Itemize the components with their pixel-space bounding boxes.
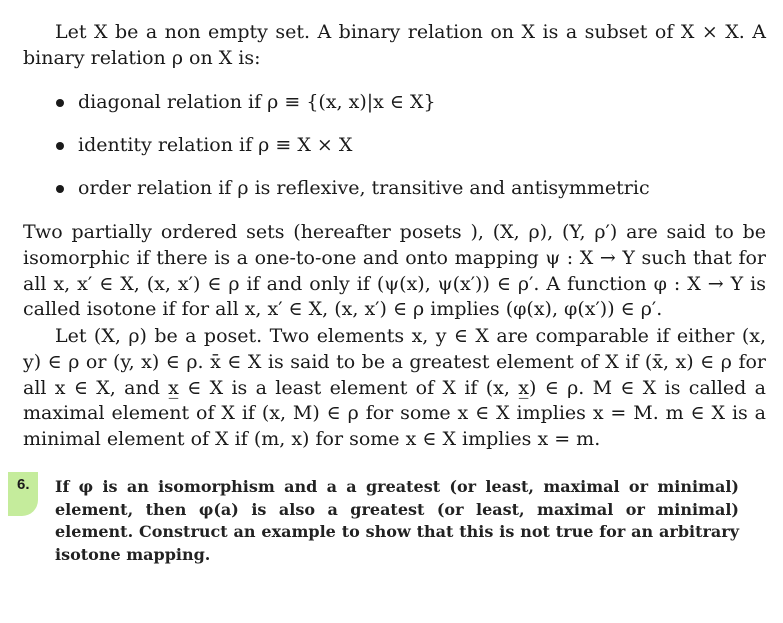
elements-paragraph: Let (X, ρ) be a poset. Two elements x, y ∈ X are comparable if either (x, y) ∈ ρ or (y, x) ∈ ρ. x̄ ∈ X is said to be a greatest element of X if (x̄, x) ∈ ρ for all x ∈ X, and x̲ ∈ X is a least element of X if (x, x̲) ∈ ρ. M ∈ X is called a maximal element of X if (x, M) ∈ ρ for some x ∈ X implies x = M. m ∈ X is a minimal element of X if (m, x) for some x ∈ X implies x = m. (23, 325, 766, 451)
list-item: diagonal relation if ρ ≡ {(x, x)|x ∈ X} (56, 90, 650, 133)
list-item: identity relation if ρ ≡ X × X (56, 133, 650, 176)
relation-definitions-list (56, 90, 650, 219)
posets-paragraph: Two partially ordered sets (hereafter posets ), (X, ρ), (Y, ρ′) are said to be isomorphic if there is a one-to-one and onto mapping ψ : X → Y such that for all x, x′ ∈ X, (x, x′) ∈ ρ if and only if (ψ(x), ψ(x′)) ∈ ρ′. A function φ : X → Y is called isotone if for all x, x′ ∈ X, (x, x′) ∈ ρ implies (φ(x), φ(x′)) ∈ ρ′. (23, 221, 766, 321)
exercise-text: If φ is an isomorphism and a a greatest (or least, maximal or minimal) element, then φ(a) is also a greatest (or least, maximal or minimal) element. Construct an example to show that this is not true for an arbitrary isotone mapping. (55, 477, 739, 564)
exercise-number: 6. (17, 476, 30, 493)
intro-paragraph: Let X be a non empty set. A binary relation on X is a subset of X × X. A binary relation ρ on X is: (23, 21, 766, 69)
list-item: order relation if ρ is reflexive, transitive and antisymmetric (56, 176, 650, 219)
